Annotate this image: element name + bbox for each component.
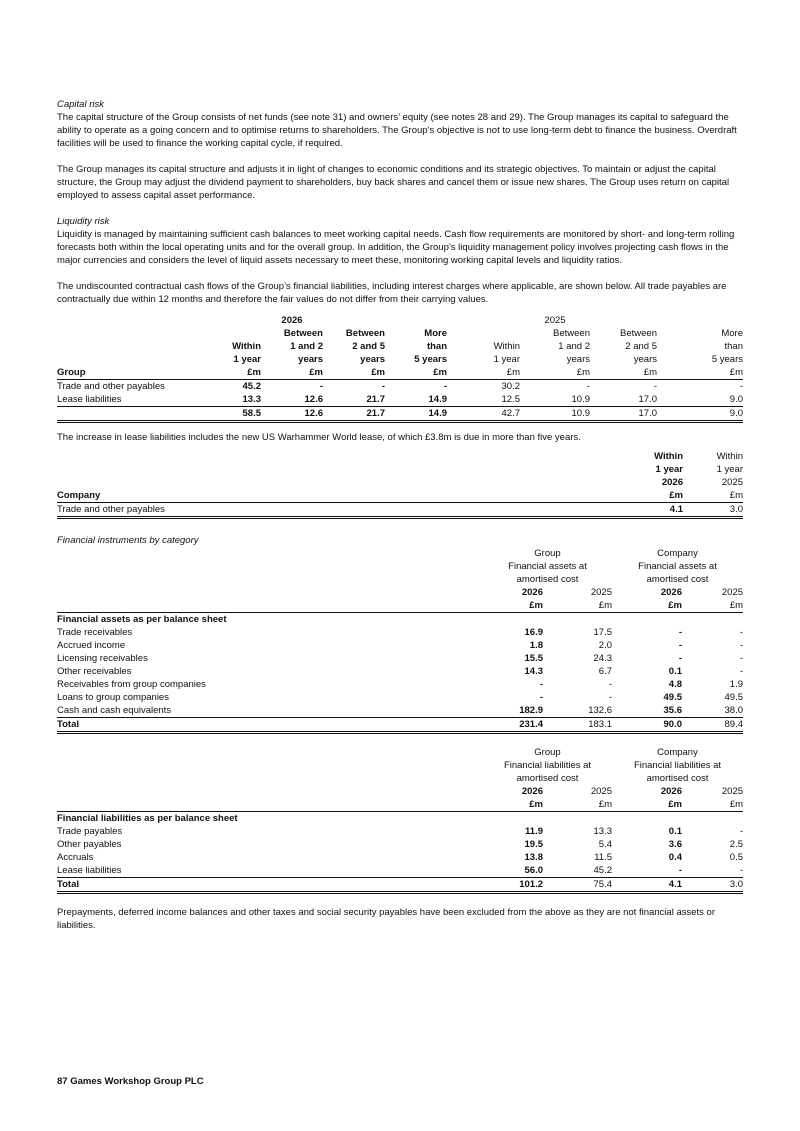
unit-header: £m <box>447 366 520 380</box>
cell: 16.9 <box>524 627 543 638</box>
page-footer: 87 Games Workshop Group PLC <box>57 1076 204 1087</box>
total-row <box>57 718 743 733</box>
col-header: 5 years <box>711 354 743 365</box>
cell: - <box>739 381 743 392</box>
col-header: than <box>724 341 743 352</box>
table-row <box>57 838 743 851</box>
year-header: 2025 <box>590 587 612 598</box>
total-cell: 90.0 <box>612 718 682 733</box>
cell: 5.4 <box>598 839 612 850</box>
table-row <box>57 626 743 639</box>
cell: 3.6 <box>668 839 682 850</box>
cell: 0.1 <box>668 666 682 677</box>
cell: - <box>678 653 682 664</box>
cell: - <box>682 864 743 878</box>
capital-risk-paragraph-2: The Group manages its capital structure and adjusts it in light of changes to economic conditions and its strategic objectives. To maintain or adjust the capital structure, the Group may adjust the dividend payment to shareholders, buy back shares and cancel them or issue new shares. The Group uses return on capital employed to assess capital asset performance. <box>57 164 730 201</box>
cell: - <box>608 692 612 703</box>
cell: 1.8 <box>529 640 543 651</box>
col-header: Between <box>283 328 323 339</box>
table-row <box>57 503 743 518</box>
unit-header: £m <box>682 599 743 613</box>
row-label: Other payables <box>57 839 122 850</box>
cell: 2.5 <box>729 839 744 850</box>
total-cell: 21.7 <box>323 407 385 422</box>
cell: 4.8 <box>668 679 682 690</box>
row-label: Receivables from group companies <box>57 679 206 690</box>
year-header: 2025 <box>590 786 612 797</box>
cell: 35.6 <box>612 704 682 718</box>
cell: - <box>381 381 385 392</box>
table-row <box>57 825 743 838</box>
col-header: Within <box>493 341 520 352</box>
cell: - <box>739 826 744 837</box>
col-header: Between <box>345 328 385 339</box>
unit-header: £m <box>612 798 682 812</box>
col-header: years <box>298 354 323 365</box>
col-header: Within <box>232 341 261 352</box>
cell: - <box>539 692 543 703</box>
cell: 24.3 <box>593 653 612 664</box>
total-cell: 58.5 <box>197 407 261 422</box>
col-header: 1 and 2 <box>290 341 323 352</box>
year-header: 2026 <box>521 587 543 598</box>
capital-risk-paragraph-1: The capital structure of the Group consists of net funds (see note 31) and owners’ equity (see notes 28 and 29). The Group manages its capital to safeguard the ability to operate as a going concern and to optimise returns to shareholders. The Group’s objective is not to use long-term debt to finance the business. Overdraft facilities will be used to finance the working capital cycle, if required. <box>57 112 737 149</box>
col-header: More <box>424 328 447 339</box>
unit-header: £m <box>613 489 683 503</box>
cell: 19.5 <box>524 839 543 850</box>
col-header: years <box>360 354 385 365</box>
total-cell: 89.4 <box>682 718 743 733</box>
total-cell: 12.6 <box>261 407 323 422</box>
company-title: Company <box>657 747 698 758</box>
unit-header: £m <box>483 798 543 812</box>
col-header: than <box>426 341 447 352</box>
total-cell: 183.1 <box>543 718 612 733</box>
col-header: 1 and 2 <box>558 341 590 352</box>
total-cell: 75.4 <box>543 878 612 893</box>
cell: 15.5 <box>524 653 543 664</box>
liquidity-risk-paragraph-1: Liquidity is managed by maintaining sufficient cash balances to meet working capital needs. Cash flow requirements are monitored by short- and long-term rolling forecasts both within the local operating units and for the overall group. In addition, the Group’s liquidity management policy involves projecting cash flows in the major currencies and considers the level of liquid assets necessary to meet these, monitoring working capital levels and liquidity ratios. <box>57 229 735 266</box>
row-label: Accruals <box>57 852 94 863</box>
table-row <box>57 678 743 691</box>
total-cell: 231.4 <box>483 718 543 733</box>
company-label: Company <box>57 489 613 503</box>
cell: - <box>739 666 744 677</box>
year-2026-header: 2026 <box>281 315 303 326</box>
group-title: Group <box>534 548 561 559</box>
cell: 2.0 <box>598 640 612 651</box>
year-header: 2026 <box>660 587 682 598</box>
cell: 30.2 <box>501 381 520 392</box>
cell: 4.1 <box>613 503 683 518</box>
cell: - <box>739 640 744 651</box>
col-header: 2 and 5 <box>352 341 385 352</box>
total-cell: 4.1 <box>612 878 682 893</box>
unit-header: £m <box>682 798 743 812</box>
total-row <box>57 407 743 422</box>
row-label: Cash and cash equivalents <box>57 704 483 718</box>
cell: - <box>653 381 657 392</box>
col-header: Within <box>716 451 743 462</box>
liquidity-risk-heading: Liquidity risk <box>57 216 110 227</box>
cell: 3.0 <box>683 503 743 518</box>
total-cell: 101.2 <box>483 878 543 893</box>
group-cashflow-table <box>57 314 743 423</box>
year-header: 2025 <box>721 786 744 797</box>
company-subtitle: amortised cost <box>646 773 709 784</box>
year-2025-header: 2025 <box>544 315 566 326</box>
col-header: 2025 <box>721 477 743 488</box>
row-label: Licensing receivables <box>57 653 148 664</box>
unit-header: £m <box>385 366 447 380</box>
unit-header: £m <box>197 366 261 380</box>
company-payables-table <box>57 450 743 519</box>
col-header: 1 year <box>493 354 520 365</box>
unit-header: £m <box>590 366 657 380</box>
unit-header: £m <box>543 798 612 812</box>
unit-header: £m <box>323 366 385 380</box>
company-title: Company <box>657 548 698 559</box>
cell: - <box>739 653 744 664</box>
table-row <box>57 864 743 878</box>
cell: 14.9 <box>385 393 447 407</box>
year-header: 2026 <box>521 786 543 797</box>
cell: 13.3 <box>197 393 261 407</box>
table-row <box>57 639 743 652</box>
group-subtitle: Financial assets at <box>508 561 587 572</box>
cell: 0.5 <box>729 852 744 863</box>
cell: 11.5 <box>594 852 612 863</box>
total-label: Total <box>57 878 483 893</box>
col-header: Between <box>553 328 590 339</box>
total-cell: 9.0 <box>657 407 743 422</box>
cell: 0.4 <box>668 852 682 863</box>
table-row <box>57 380 743 394</box>
row-label: Loans to group companies <box>57 692 169 703</box>
group-subtitle: Financial liabilities at <box>503 760 592 771</box>
group-title: Group <box>534 747 561 758</box>
unit-header: £m <box>261 366 323 380</box>
row-label: Other receivables <box>57 666 132 677</box>
page-content <box>57 98 743 932</box>
cell: 6.7 <box>598 666 612 677</box>
col-header: 1 year <box>716 464 743 475</box>
financial-instruments-heading: Financial instruments by category <box>57 535 199 546</box>
year-header: 2025 <box>721 587 744 598</box>
company-subtitle: Financial assets at <box>638 561 717 572</box>
cell: 45.2 <box>242 381 261 392</box>
cell: 1.9 <box>729 679 744 690</box>
col-header: years <box>633 354 657 365</box>
cell: 14.3 <box>524 666 543 677</box>
col-header: years <box>566 354 590 365</box>
col-header: 2 and 5 <box>625 341 657 352</box>
cell: 13.3 <box>593 826 612 837</box>
row-label: Accrued income <box>57 640 126 651</box>
section-heading: Financial liabilities as per balance sheet <box>57 813 238 824</box>
company-subtitle: amortised cost <box>646 574 709 585</box>
group-label: Group <box>57 366 197 380</box>
row-label: Lease liabilities <box>57 864 483 878</box>
section-heading: Financial assets as per balance sheet <box>57 614 227 625</box>
col-header: More <box>721 328 743 339</box>
cell: 182.9 <box>483 704 543 718</box>
cell: - <box>539 679 543 690</box>
liquidity-risk-paragraph-2: The undiscounted contractual cash flows of the Group’s financial liabilities, including interest charges where applicable, are shown below. All trade payables are contractually due within 12 months and therefore the fair values do not differ from their carrying values. <box>57 281 727 305</box>
row-label: Trade receivables <box>57 627 133 638</box>
col-header <box>197 327 261 340</box>
cell: 10.9 <box>520 393 590 407</box>
cell: 49.5 <box>724 692 744 703</box>
col-header: 5 years <box>414 354 447 365</box>
closing-note: Prepayments, deferred income balances and other taxes and social security payables have been excluded from the above as they are not financial assets or liabilities. <box>57 907 715 931</box>
cell: 38.0 <box>682 704 743 718</box>
cell: 9.0 <box>657 393 743 407</box>
cell: - <box>612 864 682 878</box>
cell: 21.7 <box>323 393 385 407</box>
table-row <box>57 851 743 864</box>
col-header <box>447 327 520 340</box>
unit-header: £m <box>612 599 682 613</box>
row-label: Trade and other payables <box>57 503 613 518</box>
row-label: Lease liabilities <box>57 393 197 407</box>
cell: - <box>608 679 612 690</box>
unit-header: £m <box>520 366 590 380</box>
col-header: Within <box>654 451 683 462</box>
cell: - <box>586 381 590 392</box>
unit-header: £m <box>483 599 543 613</box>
financial-liabilities-table <box>57 746 743 894</box>
row-label: Trade payables <box>57 826 123 837</box>
cell: - <box>443 381 447 392</box>
total-label: Total <box>57 718 483 733</box>
total-row <box>57 878 743 893</box>
year-header: 2026 <box>660 786 682 797</box>
cell: 49.5 <box>663 692 682 703</box>
col-header: Between <box>620 328 657 339</box>
cell: 56.0 <box>483 864 543 878</box>
cell: 11.9 <box>525 826 543 837</box>
table-row <box>57 652 743 665</box>
col-header: 1 year <box>233 354 261 365</box>
cell: 12.6 <box>261 393 323 407</box>
group-subtitle: amortised cost <box>516 773 579 784</box>
capital-risk-heading: Capital risk <box>57 99 104 110</box>
financial-assets-table <box>57 547 743 734</box>
cell: - <box>319 381 323 392</box>
unit-header: £m <box>683 489 743 503</box>
cell: 45.2 <box>543 864 612 878</box>
table-row <box>57 393 743 407</box>
total-cell: 17.0 <box>590 407 657 422</box>
cell: - <box>678 640 682 651</box>
cell: 12.5 <box>447 393 520 407</box>
col-header: 2026 <box>661 477 683 488</box>
cell: 17.5 <box>593 627 612 638</box>
total-cell: 10.9 <box>520 407 590 422</box>
lease-note: The increase in lease liabilities includes the new US Warhammer World lease, of which £3.8m is due in more than five years. <box>57 432 581 443</box>
cell: - <box>739 627 744 638</box>
total-cell: 3.0 <box>682 878 743 893</box>
cell: 13.8 <box>524 852 543 863</box>
unit-header: £m <box>543 599 612 613</box>
table-row <box>57 691 743 704</box>
unit-header: £m <box>657 366 743 380</box>
row-label: Trade and other payables <box>57 381 165 392</box>
cell: 17.0 <box>590 393 657 407</box>
cell: 132.6 <box>543 704 612 718</box>
group-subtitle: amortised cost <box>516 574 579 585</box>
company-subtitle: Financial liabilities at <box>633 760 722 771</box>
col-header: 1 year <box>655 464 683 475</box>
table-row <box>57 704 743 718</box>
cell: - <box>678 627 682 638</box>
cell: 0.1 <box>668 826 682 837</box>
table-row <box>57 665 743 678</box>
total-cell: 14.9 <box>385 407 447 422</box>
total-cell: 42.7 <box>447 407 520 422</box>
